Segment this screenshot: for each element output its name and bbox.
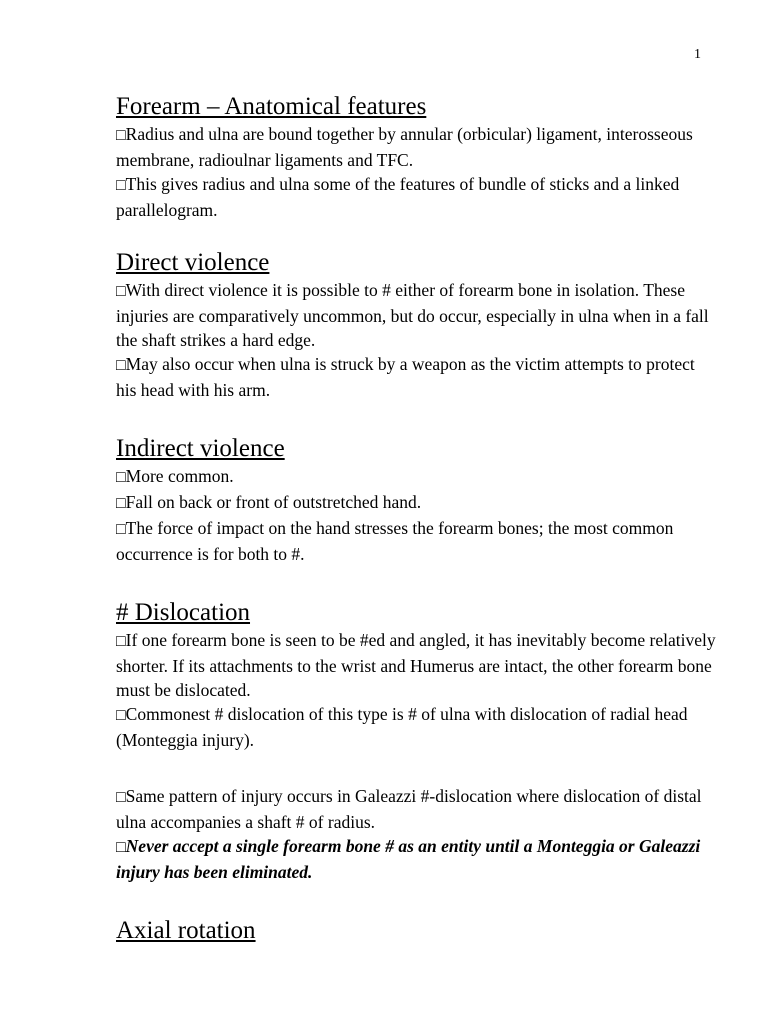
paragraph-gap [116, 752, 716, 784]
bullet-paragraph [116, 464, 716, 490]
bullet-paragraph [116, 784, 716, 834]
bullet-paragraph [116, 702, 716, 752]
section-axial-rotation [116, 916, 716, 946]
paragraph-text: The force of impact on the hand stresses the forearm bones; the most common occurrence is for both to #. [116, 518, 674, 564]
document-body [116, 92, 716, 946]
bullet-box-icon: □ [116, 789, 126, 806]
bullet-box-icon: □ [116, 357, 126, 374]
paragraph-text: Commonest # dislocation of this type is # of ulna with dislocation of radial head (Monteggia injury). [116, 704, 688, 750]
section-dislocation [116, 598, 716, 884]
section-forearm-anatomical-features [116, 92, 716, 222]
bullet-paragraph [116, 278, 716, 352]
paragraph-text: If one forearm bone is seen to be #ed and angled, it has inevitably become relatively shorter. If its attachments to the wrist and Humerus are intact, the other forearm bone must be dislocated. [116, 630, 716, 700]
section-heading: Axial rotation [116, 917, 256, 944]
bullet-paragraph [116, 516, 716, 566]
section-heading: Direct violence [116, 249, 270, 276]
bullet-paragraph [116, 172, 716, 222]
bullet-box-icon: □ [116, 127, 126, 144]
bullet-box-icon: □ [116, 521, 126, 538]
bullet-box-icon: □ [116, 469, 126, 486]
section-heading: # Dislocation [116, 599, 251, 626]
paragraph-text: Fall on back or front of outstretched hand. [125, 492, 422, 512]
bullet-box-icon: □ [116, 839, 126, 856]
section-heading: Indirect violence [116, 435, 285, 462]
bullet-box-icon: □ [116, 495, 126, 512]
bullet-paragraph [116, 490, 716, 516]
bullet-paragraph [116, 628, 716, 702]
page-number: 1 [694, 47, 701, 62]
section-heading: Forearm – Anatomical features [116, 93, 427, 120]
bullet-box-icon: □ [116, 283, 126, 300]
paragraph-text: Same pattern of injury occurs in Galeazzi #-dislocation where dislocation of distal ulna accompanies a shaft # of radius. [116, 786, 702, 832]
bullet-paragraph [116, 352, 716, 402]
bullet-box-icon: □ [116, 177, 126, 194]
bullet-box-icon: □ [116, 633, 126, 650]
section-indirect-violence [116, 434, 716, 566]
bullet-box-icon: □ [116, 707, 126, 724]
paragraph-text: Radius and ulna are bound together by annular (orbicular) ligament, interosseous membrane, radioulnar ligaments and TFC. [116, 124, 693, 170]
paragraph-text: More common. [125, 466, 234, 486]
paragraph-text: May also occur when ulna is struck by a weapon as the victim attempts to protect his head with his arm. [116, 354, 695, 400]
paragraph-text: With direct violence it is possible to # either of forearm bone in isolation. These injuries are comparatively uncommon, but do occur, especially in ulna when in a fall the shaft strikes a hard edge. [116, 280, 709, 350]
paragraph-text: This gives radius and ulna some of the features of bundle of sticks and a linked parallelogram. [116, 174, 680, 220]
bullet-paragraph [116, 122, 716, 172]
section-direct-violence [116, 248, 716, 402]
emphasis-text: Never accept a single forearm bone # as an entity until a Monteggia or Galeazzi injury has been eliminated. [116, 836, 701, 882]
emphasis-paragraph [116, 834, 716, 884]
